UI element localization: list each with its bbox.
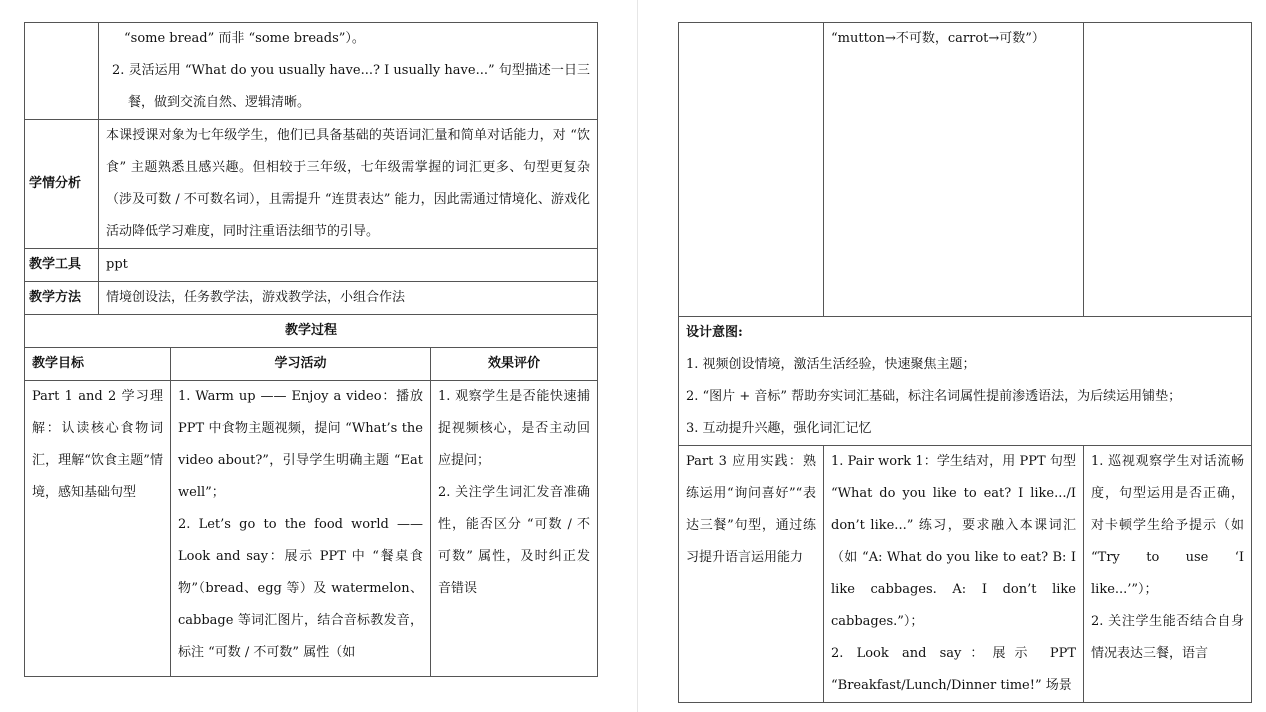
continued-eval-cell [1084, 23, 1252, 317]
analysis-label: 学情分析 [25, 120, 99, 249]
lesson-table-right [678, 22, 1252, 703]
objectives-continued-row [25, 23, 598, 120]
page-divider [637, 0, 638, 712]
part3-activity-2: 2. Look and say：展示 PPT “Breakfast/Lunch/Dinner time!” 场景 [831, 646, 1076, 693]
tools-label: 教学工具 [25, 249, 99, 282]
design-intent-title: 设计意图: [686, 325, 743, 340]
design-intent-item-3: 3. 互动提升兴趣，强化词汇记忆 [686, 421, 872, 436]
part3-eval-2: 2. 关注学生能否结合自身情况表达三餐，语言 [1091, 614, 1244, 661]
header-eval: 效果评价 [431, 348, 598, 381]
process-title: 教学过程 [25, 315, 598, 348]
part12-goal: Part 1 and 2 学习理解：认读核心食物词汇，理解“饮食主题”情境，感知基础句型 [25, 381, 171, 677]
analysis-row [25, 120, 598, 249]
process-title-row [25, 315, 598, 348]
tools-row [25, 249, 598, 282]
part12-row [25, 381, 598, 677]
header-activity: 学习活动 [171, 348, 431, 381]
tools-value: ppt [99, 249, 598, 282]
part12-activity-1: 1. Warm up —— Enjoy a video：播放 PPT 中食物主题视频，提问 “What’s the video about?”，引导学生明确主题 “Eat well”； [178, 389, 423, 500]
part12-eval [431, 381, 598, 677]
continued-activity-cell: “mutton→不可数，carrot→可数”） [824, 23, 1084, 317]
objective-line-1: “some bread” 而非 “some breads”）。 [124, 31, 365, 46]
objective-line-2: 2. 灵活运用 “What do you usually have...? I usually have...” 句型描述一日三餐，做到交流自然、逻辑清晰。 [112, 63, 590, 110]
objectives-text-cell [99, 23, 598, 120]
part3-activity [824, 446, 1084, 703]
part12-activity [171, 381, 431, 677]
design-intent-cell [679, 317, 1252, 446]
empty-label-cell [25, 23, 99, 120]
design-intent-item-1: 1. 视频创设情境，激活生活经验，快速聚焦主题； [686, 357, 976, 372]
part12-eval-2: 2. 关注学生词汇发音准确性，能否区分 “可数 / 不可数” 属性，及时纠正发音错误 [438, 485, 590, 596]
analysis-text: 本课授课对象为七年级学生，他们已具备基础的英语词汇量和简单对话能力，对 “饮食” 主题熟悉且感兴趣。但相较于三年级，七年级需掌握的词汇更多、句型更复杂（涉及可数 / 不可数名词），且需提升 “连贯表达” 能力，因此需通过情境化、游戏化活动降低学习难度，同时注重语法细节的引导。 [99, 120, 598, 249]
part3-goal: Part 3 应用实践：熟练运用“询问喜好”“表达三餐”句型，通过练习提升语言运用能力 [679, 446, 824, 703]
methods-row [25, 282, 598, 315]
continued-goal-cell [679, 23, 824, 317]
lesson-table-left [24, 22, 598, 677]
methods-value: 情境创设法，任务教学法，游戏教学法，小组合作法 [99, 282, 598, 315]
part3-row [679, 446, 1252, 703]
design-intent-row [679, 317, 1252, 446]
part12-eval-1: 1. 观察学生是否能快速捕捉视频核心，是否主动回应提问； [438, 389, 590, 468]
design-intent-item-2: 2. “图片 + 音标” 帮助夯实词汇基础，标注名词属性提前渗透语法，为后续运用铺垫； [686, 389, 1182, 404]
methods-label: 教学方法 [25, 282, 99, 315]
part3-activity-1: 1. Pair work 1：学生结对，用 PPT 句型 “What do you like to eat? I like.../I don’t like...” 练习，要求融入本课词汇（如 “A: What do you like to eat? B: I like cabbages. A: I don’t like cabbages.”）； [831, 454, 1076, 629]
header-goal: 教学目标 [25, 348, 171, 381]
part12-activity-2: 2. Let’s go to the food world —— Look and say：展示 PPT 中 “餐桌食物”（bread、egg 等）及 watermelon、cabbage 等词汇图片，结合音标教发音，标注 “可数 / 不可数” 属性（如 [178, 517, 423, 660]
left-page [24, 22, 598, 677]
process-header-row [25, 348, 598, 381]
part3-eval [1084, 446, 1252, 703]
part3-eval-1: 1. 巡视观察学生对话流畅度，句型运用是否正确，对卡顿学生给予提示（如 “Try to use ‘I like...’”）； [1091, 454, 1244, 597]
right-page [678, 22, 1252, 703]
continued-row [679, 23, 1252, 317]
